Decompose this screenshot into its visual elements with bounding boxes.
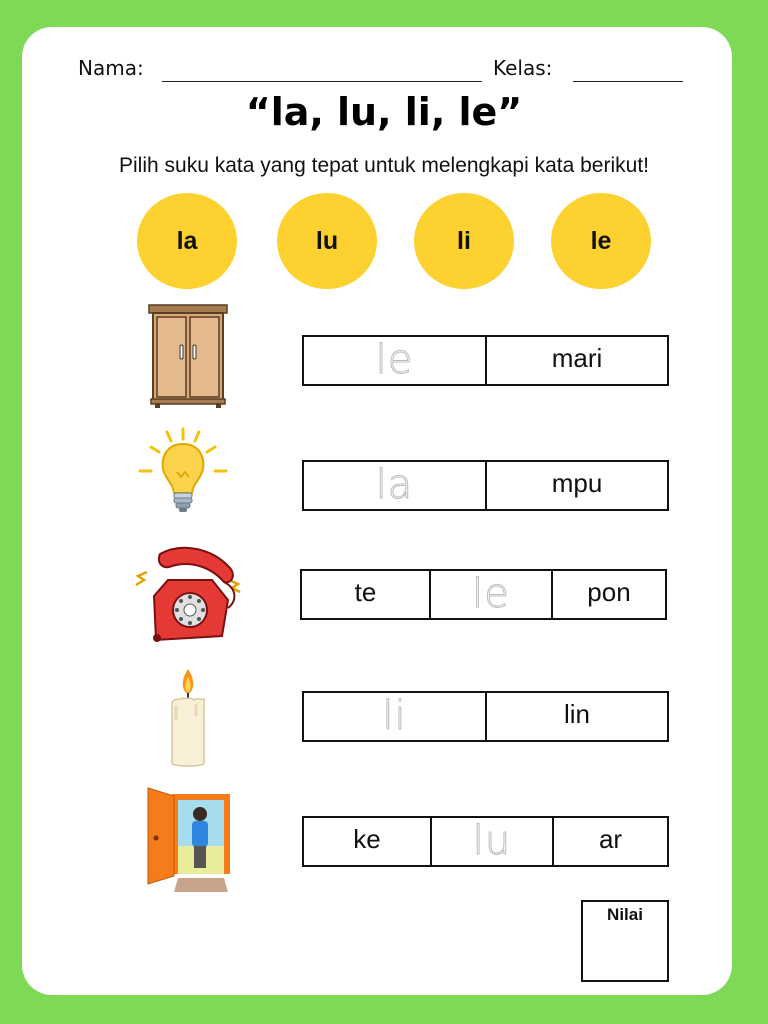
exercise-row-lilin [302,691,669,742]
syllable-cell: mari [551,343,603,373]
syllable-circle-lu: lu [277,193,377,289]
exercise-row-lemari [302,335,669,386]
exercise-row-keluar [302,816,669,867]
exercise-row-telepon [300,569,667,620]
answer-cell-traced[interactable]: li [304,693,487,740]
answer-cell-traced[interactable]: le [431,571,553,618]
nama-label: Nama: [78,56,144,80]
syllable-circle-li: li [414,193,514,289]
answer-cell-traced[interactable]: le [304,337,487,384]
candle-icon [166,667,210,771]
telephone-icon [132,540,244,650]
exercise-row-lampu [302,460,669,511]
instruction-text: Pilih suku kata yang tepat untuk melengkapi kata berikut! [119,154,649,177]
door-icon [144,786,234,896]
syllable-cell: mpu [551,468,603,498]
syllable-cell: te [302,571,431,618]
syllable-cell: ar [598,824,623,854]
kelas-label: Kelas: [493,56,553,80]
syllable-cell: pon [587,577,631,607]
syllable-cell: ke [304,818,432,865]
score-label: Nilai [607,905,643,924]
score-box[interactable] [581,900,669,982]
answer-cell-traced[interactable]: la [304,462,487,509]
syllable-cell: lin [563,699,590,729]
kelas-line[interactable] [573,81,683,82]
light-bulb-icon [137,427,229,517]
syllable-circle-la: la [137,193,237,289]
page-title: “la, lu, li, le” [245,90,523,134]
nama-line[interactable] [162,81,482,82]
answer-cell-traced[interactable]: lu [432,818,554,865]
wardrobe-icon [146,303,230,409]
syllable-circle-le: le [551,193,651,289]
